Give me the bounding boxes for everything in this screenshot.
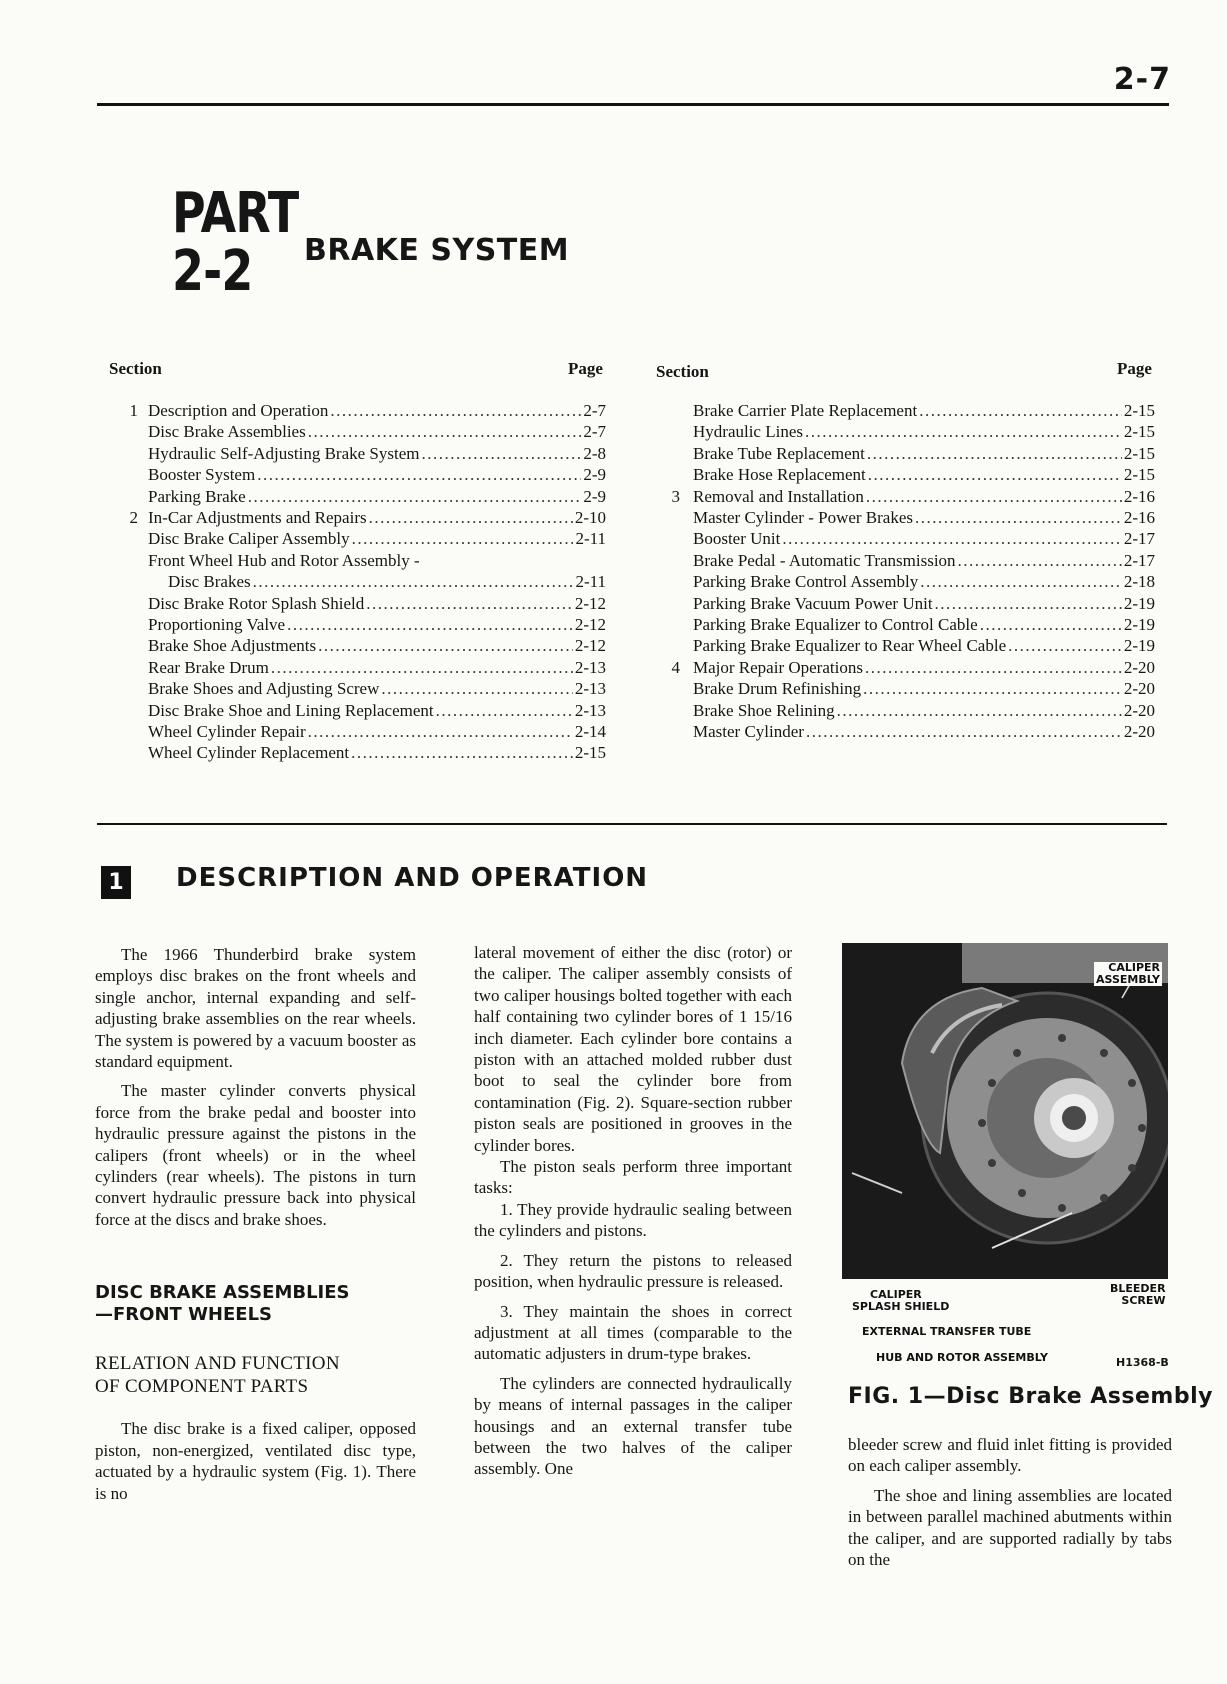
figure-caption: FIG. 1—Disc Brake Assembly [848, 1384, 1213, 1409]
paragraph: The disc brake is a fixed caliper, opposed piston, non-energized, ventilated disc type, actuated by a hydraulic system (Fig. 1). There is no [95, 1419, 416, 1503]
toc-entry [693, 701, 1155, 722]
toc-entry-title: Major Repair Operations [693, 657, 863, 677]
toc-entry-page: 2-20 [1123, 657, 1155, 677]
toc-entry [693, 551, 1155, 572]
body-column-3 [848, 1434, 1172, 1570]
toc-entry-title: Master Cylinder [693, 722, 804, 741]
toc-entry-title: Rear Brake Drum [148, 657, 269, 677]
figure-code: H1368-B [1116, 1356, 1169, 1369]
toc-entry-page: 2-14 [574, 722, 606, 741]
toc-leader-dots [271, 658, 573, 678]
toc-right-page-label: Page [1117, 359, 1152, 378]
toc-leader-dots [915, 508, 1122, 528]
paragraph: bleeder screw and fluid inlet fitting is provided on each caliper assembly. [848, 1435, 1172, 1476]
toc-leader-dots [866, 487, 1122, 507]
toc-entry-title: Hydraulic Lines [693, 422, 803, 442]
toc-entry-title: Front Wheel Hub and Rotor Assembly - [148, 550, 420, 570]
toc-entry-title: In-Car Adjustments and Repairs [148, 508, 367, 527]
toc-entry-title: Disc Brake Shoe and Lining Replacement [148, 700, 434, 720]
toc-entry-page: 2-20 [1123, 679, 1155, 699]
toc-leader-dots [806, 722, 1122, 742]
toc-entry [693, 572, 1155, 593]
toc-entry-number: 2 [129, 508, 138, 527]
toc-left-page-label: Page [568, 359, 603, 378]
toc-entry [693, 594, 1155, 615]
section-number-badge: 1 [101, 866, 131, 899]
toc-leader-dots [318, 636, 573, 656]
toc-entry-page: 2-19 [1123, 636, 1155, 656]
toc-leader-dots [920, 572, 1122, 592]
toc-leader-dots [287, 615, 573, 635]
toc-entry-title: Booster Unit [693, 529, 781, 549]
toc-entry [693, 529, 1155, 550]
disc-brake-illustration [842, 943, 1168, 1279]
toc-entry-page: 2-15 [1123, 443, 1155, 463]
toc-entry [148, 615, 606, 636]
body-column-2 [474, 942, 792, 1480]
toc-entry [168, 572, 606, 593]
toc-entry-page: 2-15 [1123, 465, 1155, 485]
toc-entry-page: 2-9 [583, 486, 606, 506]
figure-label-caliper-assembly: CALIPER ASSEMBLY [1096, 961, 1160, 986]
toc-entry [148, 444, 606, 465]
toc-entry [148, 529, 606, 550]
disc-brake-photo [842, 943, 1168, 1279]
toc-leader-dots [308, 722, 573, 742]
toc-entry [693, 679, 1155, 700]
toc-entry-page: 2-8 [583, 443, 606, 463]
toc-entry-title: Parking Brake Control Assembly [693, 572, 919, 592]
toc-entry [148, 743, 606, 764]
toc-entry-page: 2-20 [1123, 700, 1155, 720]
toc-entry [148, 679, 606, 700]
toc-leader-dots [381, 679, 572, 699]
toc-entry-title: Brake Pedal - Automatic Transmission [693, 550, 956, 570]
toc-entry-title: Brake Shoe Relining [693, 700, 835, 720]
toc-leader-dots [863, 679, 1122, 699]
toc-entry-page: 2-19 [1123, 615, 1155, 634]
paragraph: The master cylinder converts physical force from the brake pedal and booster into hydraulic pressure against the pistons in the calipers (front wheels) or in the wheel cylinders (rear wheels). The pistons in turn convert hydraulic pressure back into physical force at the discs and brake shoes. [95, 1081, 416, 1229]
paragraph: 3. They maintain the shoes in correct adjustment at all times (comparable to the automatic adjusters in drum-type brakes. [474, 1301, 792, 1364]
toc-leader-dots [436, 701, 573, 721]
toc-entry [693, 465, 1155, 486]
toc-entry-title: Brake Tube Replacement [693, 443, 865, 463]
toc-entry-page: 2-7 [583, 401, 606, 420]
paragraph: The shoe and lining assemblies are located in between parallel machined abutments within the caliper, and are supported radially by tabs on the [848, 1485, 1172, 1570]
toc-entry-title: Parking Brake Vacuum Power Unit [693, 593, 933, 613]
toc-entry [693, 444, 1155, 465]
part-heading [172, 181, 299, 304]
paragraph: The piston seals perform three important tasks: [474, 1157, 792, 1198]
toc-leader-dots [958, 551, 1122, 571]
header-rule [97, 103, 1169, 106]
toc-leader-dots [352, 529, 574, 549]
toc-entry-page: 2-13 [574, 657, 606, 677]
toc-entry-title: Brake Shoe Adjustments [148, 636, 317, 656]
toc-entry-page: 2-12 [574, 593, 606, 613]
toc-entry-number: 1 [129, 401, 138, 420]
toc-entry [148, 701, 606, 722]
toc-leader-dots [351, 743, 573, 763]
part-number: 2-2 [172, 239, 253, 304]
toc-entry-title: Description and Operation [148, 401, 329, 420]
toc-entry [129, 401, 606, 422]
toc-entry-page: 2-12 [574, 636, 606, 656]
toc-leader-dots [837, 701, 1122, 721]
toc-entry-title: Brake Carrier Plate Replacement [693, 401, 918, 420]
subsection-subheading: RELATION AND FUNCTION OF COMPONENT PARTS [95, 1353, 340, 1398]
toc-entry [148, 636, 606, 657]
section-title: DESCRIPTION AND OPERATION [176, 863, 649, 893]
toc-entry-title: Brake Hose Replacement [693, 465, 866, 485]
paragraph: The cylinders are connected hydraulically by means of internal passages in the caliper housings and an external transfer tube between the two halves of the caliper assembly. One [474, 1373, 792, 1479]
toc-entry [148, 465, 606, 486]
toc-entry-page: 2-17 [1123, 550, 1155, 570]
toc-entry [148, 722, 606, 743]
toc-entry-page: 2-19 [1123, 593, 1155, 613]
toc-entry-title: Wheel Cylinder Replacement [148, 743, 350, 763]
toc-leader-dots [366, 594, 573, 614]
toc-entry [693, 422, 1155, 443]
toc-entry-page: 2-16 [1123, 486, 1155, 506]
toc-entry-title: Hydraulic Self-Adjusting Brake System [148, 443, 420, 463]
toc-entry-title: Disc Brake Caliper Assembly [148, 529, 350, 549]
section-divider [97, 823, 1167, 825]
toc-entry-page: 2-13 [574, 679, 606, 699]
toc-entry [148, 658, 606, 679]
toc-entry-title: Disc Brake Rotor Splash Shield [148, 593, 365, 613]
toc-entry [693, 636, 1155, 657]
toc-entry-page: 2-18 [1123, 572, 1155, 592]
toc-entry [129, 508, 606, 529]
toc-leader-dots [369, 508, 573, 528]
toc-entry-page: 2-10 [574, 508, 606, 527]
toc-entry [693, 615, 1155, 636]
toc-entry [671, 486, 1155, 508]
figure-label-bleeder-screw: BLEEDER SCREW [1110, 1282, 1166, 1307]
toc-entry-title: Brake Shoes and Adjusting Screw [148, 679, 380, 699]
toc-entry-page: 2-17 [1123, 529, 1155, 549]
toc-entry-page: 2-11 [575, 529, 606, 549]
toc-leader-dots [253, 572, 574, 592]
toc-entry-title: Booster System [148, 465, 256, 485]
toc-leader-dots [935, 594, 1122, 614]
toc-entry-title: Wheel Cylinder Repair [148, 722, 306, 741]
toc-entry [148, 422, 606, 443]
toc-entry-page: 2-20 [1123, 722, 1155, 741]
toc-left-section-label: Section [109, 359, 162, 378]
toc-entry-page: 2-9 [583, 465, 606, 485]
toc-leader-dots [257, 465, 581, 485]
figure-label-hub-rotor-assembly: HUB AND ROTOR ASSEMBLY [876, 1351, 1048, 1364]
subsection-heading: DISC BRAKE ASSEMBLIES —FRONT WHEELS [95, 1282, 350, 1326]
toc-entry-page: 2-13 [574, 700, 606, 720]
toc-leader-dots [1008, 636, 1122, 656]
toc-entry-page: 2-12 [574, 615, 606, 634]
page-number: 2-7 [1113, 62, 1171, 97]
toc-entry-number: 4 [671, 657, 680, 677]
toc-entry [693, 401, 1155, 422]
toc-leader-dots [308, 422, 582, 442]
toc-entry [148, 551, 606, 572]
part-label: PART [172, 181, 299, 246]
toc-leader-dots [867, 444, 1122, 464]
toc-entry-title: Removal and Installation [693, 486, 864, 506]
toc-leader-dots [980, 615, 1122, 635]
toc-entry [693, 722, 1155, 743]
toc-entry [693, 508, 1155, 529]
toc-entry-title: Disc Brake Assemblies [148, 422, 306, 442]
toc-entry [148, 594, 606, 615]
toc-right-section-label: Section [656, 362, 709, 381]
toc-entry-number: 3 [671, 486, 680, 506]
toc-entry-title: Proportioning Valve [148, 615, 286, 634]
toc-entry-title: Parking Brake Equalizer to Control Cable [693, 615, 978, 634]
toc-leader-dots [422, 444, 582, 464]
part-title: BRAKE SYSTEM [304, 233, 570, 268]
toc-entry-title: Master Cylinder - Power Brakes [693, 508, 914, 527]
figure-label-external-transfer-tube: EXTERNAL TRANSFER TUBE [862, 1325, 1032, 1338]
toc-leader-dots [868, 465, 1122, 485]
paragraph: lateral movement of either the disc (rotor) or the caliper. The caliper assembly consists of two caliper housings bolted together with each half containing two cylinder bores of 1 15/16 inch diameter. Each cylinder bore contains a piston with an attached molded rubber dust boot to seal the cylinder bore from contamination (Fig. 2). Square-section rubber piston seals are positioned in grooves in the cylinder bores. [474, 943, 792, 1155]
toc-entry-title: Disc Brakes [168, 572, 251, 592]
toc-entry [148, 487, 606, 508]
toc-entry [671, 657, 1155, 679]
toc-entry-page: 2-11 [575, 572, 606, 592]
toc-leader-dots [782, 529, 1121, 549]
toc-leader-dots [805, 422, 1122, 442]
toc-entry-page: 2-15 [574, 743, 606, 763]
toc-entry-page: 2-7 [583, 422, 606, 442]
toc-leader-dots [919, 401, 1122, 421]
paragraph: The 1966 Thunderbird brake system employs disc brakes on the front wheels and single anchor, internal expanding and self-adjusting brake assemblies on the rear wheels. The system is powered by a vacuum booster as standard equipment. [95, 945, 416, 1072]
toc-entry-page: 2-15 [1123, 422, 1155, 442]
toc-entry-title: Parking Brake [148, 486, 246, 506]
paragraph: 1. They provide hydraulic sealing between the cylinders and pistons. [474, 1199, 792, 1241]
toc-entry-title: Brake Drum Refinishing [693, 679, 862, 699]
paragraph: 2. They return the pistons to released position, when hydraulic pressure is released. [474, 1250, 792, 1292]
figure-label-caliper-splash-shield: CALIPER SPLASH SHIELD [852, 1288, 950, 1313]
toc-entry-title: Parking Brake Equalizer to Rear Wheel Cable [693, 636, 1007, 656]
toc-entry-page: 2-16 [1123, 508, 1155, 527]
toc-leader-dots [865, 658, 1122, 678]
body-column-1 [95, 944, 416, 1504]
toc-leader-dots [248, 487, 582, 507]
toc-leader-dots [330, 401, 581, 421]
toc-entry-page: 2-15 [1123, 401, 1155, 420]
